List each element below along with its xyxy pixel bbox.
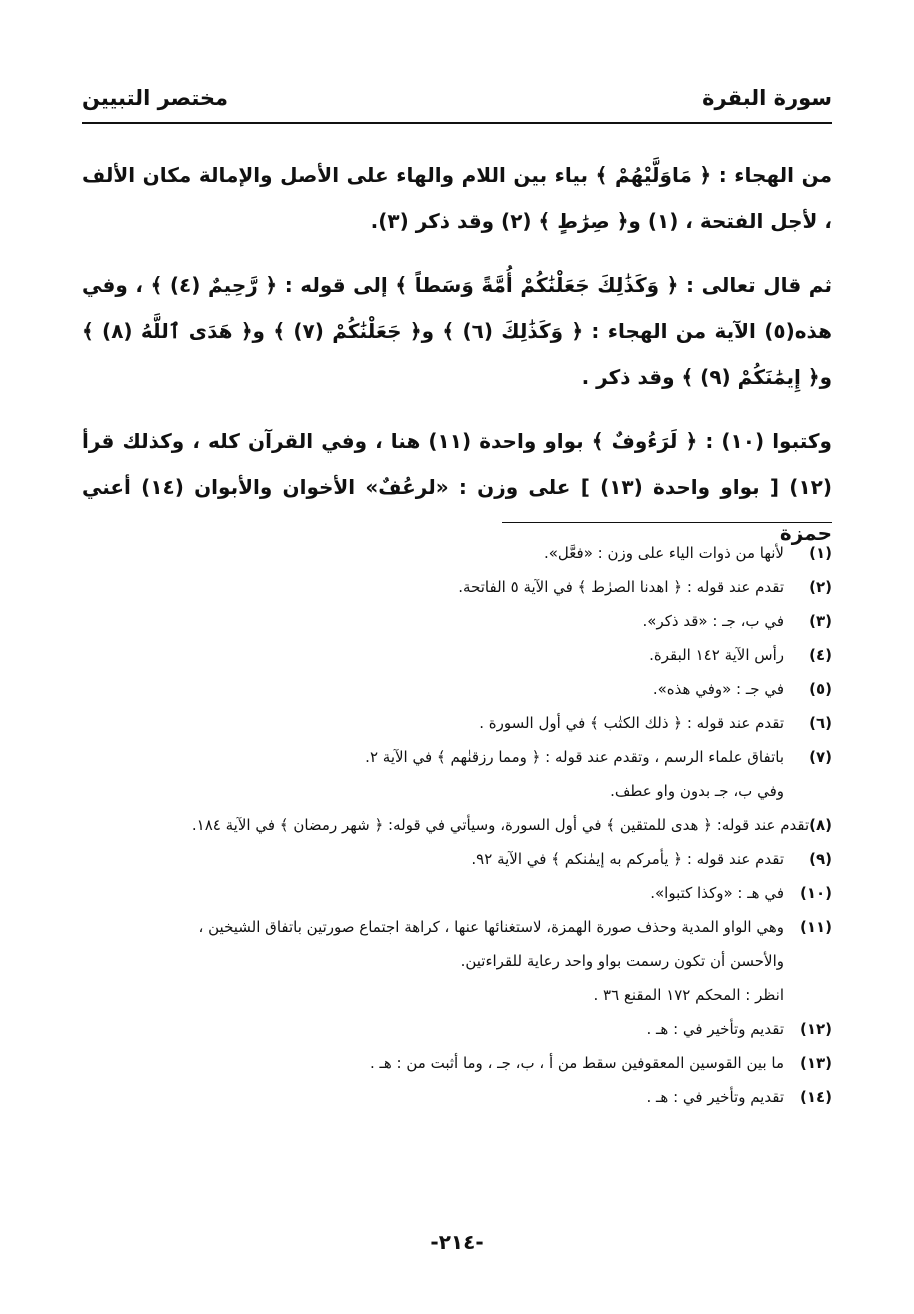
footnote-text: ما بين القوسين المعقوفين سقط من أ ، ب، جـ ، وما أثبت من : هـ . xyxy=(369,1054,784,1072)
footnote xyxy=(82,570,832,604)
paragraph: من الهجاء : ﴿ مَاوَلَّيْهُمْ ﴾ بياء بين اللام والهاء على الأصل والإمالة مكان الألف ، لأجل الفتحة ، (١) و﴿ صِرَٰطٍ ﴾ (٢) وقد ذكر (٣). xyxy=(82,163,832,233)
footnote-line: والأحسن أن تكون رسمت بواو واحد رعاية للقراءتين. xyxy=(460,952,784,970)
footnote-text: تقديم وتأخير في : هـ . xyxy=(646,1020,784,1038)
footnote xyxy=(82,706,832,740)
footnotes xyxy=(82,536,832,1114)
footnote-line: باتفاق علماء الرسم ، وتقدم عند قوله : ﴿ ومما رزقنٰهم ﴾ في الآية ٢. xyxy=(365,748,784,766)
footnote-line: وفي ب، جـ بدون واو عطف. xyxy=(610,782,784,800)
surah-title: سورة البقرة xyxy=(702,86,832,110)
footnote-number: (٦) xyxy=(809,714,832,732)
footnote-text xyxy=(82,740,784,808)
footnote xyxy=(82,808,832,842)
running-header xyxy=(82,84,832,124)
footnote-text: تقدم عند قوله: ﴿ هدى للمتقين ﴾ في أول السورة، وسيأتي في قوله: ﴿ شهر رمضان ﴾ في الآية ١٨٤. xyxy=(191,816,810,834)
footnote-line: وهي الواو المدية وحذف صورة الهمزة، لاستغنائها عنها ، كراهة اجتماع صورتين باتفاق الشيخين ، xyxy=(198,918,784,936)
footnote-text: تقدم عند قوله : ﴿ يأمركم به إيمٰنكم ﴾ في الآية ٩٢. xyxy=(471,850,784,868)
footnote-number: (١) xyxy=(809,544,832,562)
footnote xyxy=(82,1012,832,1046)
footnote-number: (٥) xyxy=(809,680,832,698)
footnote-text: في هـ : «وكذا كتبوا». xyxy=(650,884,784,902)
footnote-text: رأس الآية ١٤٢ البقرة. xyxy=(649,646,784,664)
footnote-number: (١٣) xyxy=(799,1054,832,1072)
footnote xyxy=(82,672,832,706)
footnote-number: (٩) xyxy=(809,850,832,868)
footnote-text: تقدم عند قوله : ﴿ اهدنا الصرٰط ﴾ في الآية ٥ الفاتحة. xyxy=(458,578,784,596)
footnote-number: (١١) xyxy=(799,918,832,936)
footnote xyxy=(82,1046,832,1080)
footnote-divider xyxy=(502,522,832,523)
paragraph: ثم قال تعالى : ﴿ وَكَذَٰلِكَ جَعَلْنَٰكُمْ أُمَّةً وَسَطاً ﴾ إلى قوله : ﴿ رَّحِيمٌ (٤) ﴾ ، وفي هذه(٥) الآية من الهجاء : ﴿ وَكَذَٰلِكَ (٦) ﴾ و﴿ جَعَلْنَٰكُمْ (٧) ﴾ و﴿ هَدَى ٱللَّهُ (٨) ﴾ و﴿ إِيمَٰنَكُمْ (٩) ﴾ وقد ذكر . xyxy=(82,273,832,389)
book-title: مختصر التبيين xyxy=(82,86,229,110)
footnote-text: تقدم عند قوله : ﴿ ذلك الكتٰب ﴾ في أول السورة . xyxy=(479,714,784,732)
footnote-text: في جـ : «وفي هذه». xyxy=(652,680,784,698)
footnote xyxy=(82,842,832,876)
footnote-number: (٨) xyxy=(809,816,832,834)
footnote-number: (١٤) xyxy=(799,1088,832,1106)
footnote-text: لأنها من ذوات الياء على وزن : «فعَّل». xyxy=(543,544,784,562)
page-number: -٢١٤- xyxy=(430,1230,484,1254)
footnote-number: (١٢) xyxy=(799,1020,832,1038)
footnote-number: (٧) xyxy=(809,748,832,766)
footnote xyxy=(82,876,832,910)
footnote-number: (٢) xyxy=(809,578,832,596)
main-text xyxy=(82,152,832,574)
footnote xyxy=(82,536,832,570)
footnote xyxy=(82,638,832,672)
footnote-number: (١٠) xyxy=(799,884,832,902)
footnote xyxy=(82,910,832,1012)
footnote-text: في ب، جـ : «قد ذكر». xyxy=(642,612,784,630)
footnote xyxy=(82,1080,832,1114)
footnote xyxy=(82,604,832,638)
footnote-number: (٤) xyxy=(809,646,832,664)
paragraph: وكتبوا (١٠) : ﴿ لَرَءُوفٌ ﴾ بواو واحدة (١١) هنا ، وفي القرآن كله ، وكذلك قرأ (١٢) [ بواو واحدة (١٣) ] على وزن : «لرعُفٌ» الأخوان والأبوان (١٤) أعني حمزة xyxy=(82,429,832,545)
footnote-number: (٣) xyxy=(809,612,832,630)
footnote-line: انظر : المحكم ١٧٢ المقنع ٣٦ . xyxy=(593,986,784,1004)
footnote-text xyxy=(82,910,784,1012)
footnote-text: تقديم وتأخير في : هـ . xyxy=(646,1088,784,1106)
footnote xyxy=(82,740,832,808)
